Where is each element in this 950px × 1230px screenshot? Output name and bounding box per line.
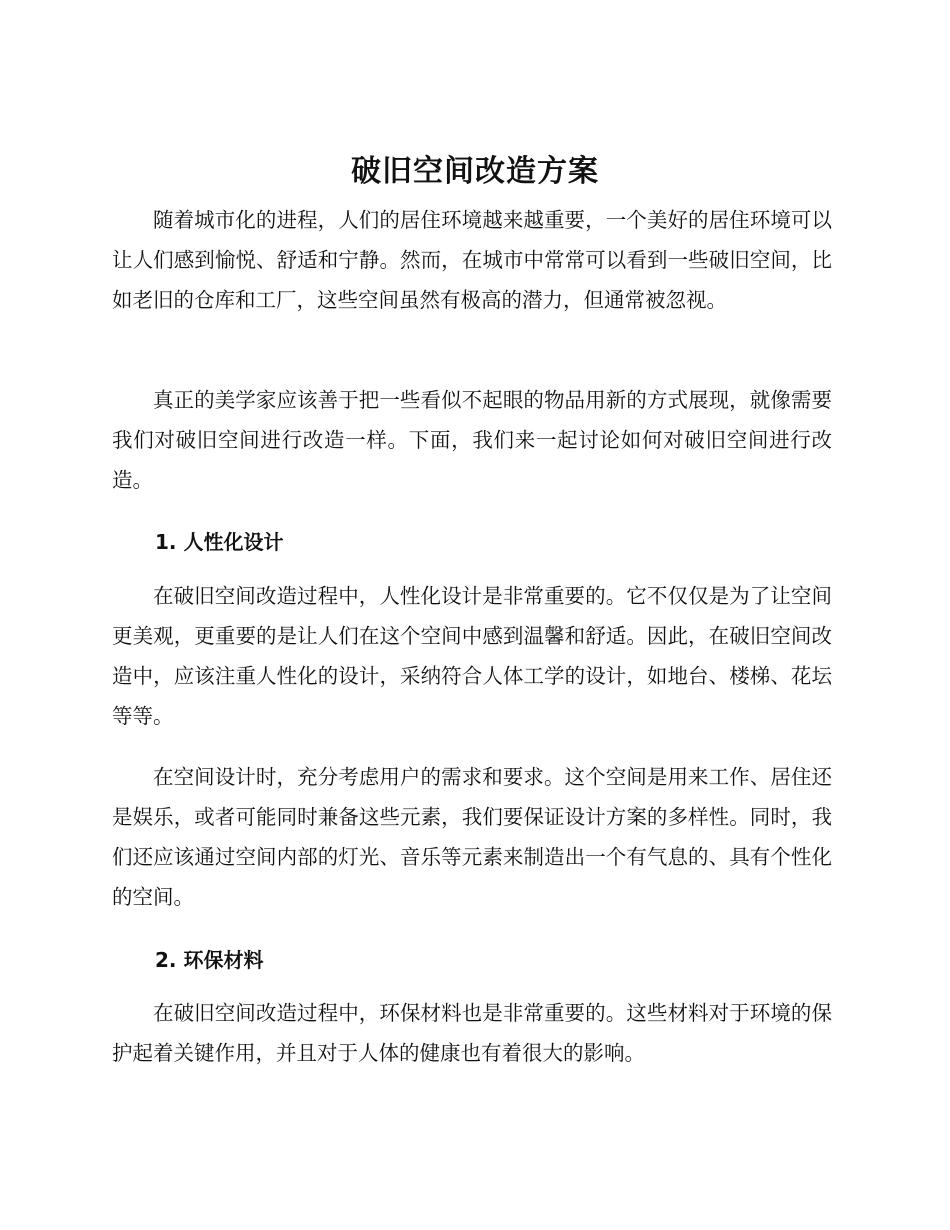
- paragraph-aesthetics: 真正的美学家应该善于把一些看似不起眼的物品用新的方式展现，就像需要我们对破旧空间进行改造一样。下面，我们来一起讨论如何对破旧空间进行改造。: [112, 388, 832, 492]
- document-title: 破旧空间改造方案: [351, 154, 599, 189]
- paragraph-humanized-design: 在破旧空间改造过程中，人性化设计是非常重要的。它不仅仅是为了让空间更美观，更重要的是让人们在这个空间中感到温馨和舒适。因此，在破旧空间改造中，应该注重人性化的设计，采纳符合人体工学的设计，如地台、楼梯、花坛等等。: [112, 584, 832, 728]
- section-heading-humanized-design: 1. 人性化设计: [155, 530, 284, 554]
- paragraph-user-needs: 在空间设计时，充分考虑用户的需求和要求。这个空间是用来工作、居住还是娱乐，或者可能同时兼备这些元素，我们要保证设计方案的多样性。同时，我们还应该通过空间内部的灯光、音乐等元素来制造出一个有气息的、具有个性化的空间。: [112, 765, 832, 909]
- paragraph-eco-materials: 在破旧空间改造过程中，环保材料也是非常重要的。这些材料对于环境的保护起着关键作用，并且对于人体的健康也有着很大的影响。: [112, 1001, 832, 1065]
- section-heading-eco-materials: 2. 环保材料: [155, 948, 264, 972]
- paragraph-intro: 随着城市化的进程，人们的居住环境越来越重要，一个美好的居住环境可以让人们感到愉悦、舒适和宁静。然而，在城市中常常可以看到一些破旧空间，比如老旧的仓库和工厂，这些空间虽然有极高的潜力，但通常被忽视。: [112, 208, 832, 312]
